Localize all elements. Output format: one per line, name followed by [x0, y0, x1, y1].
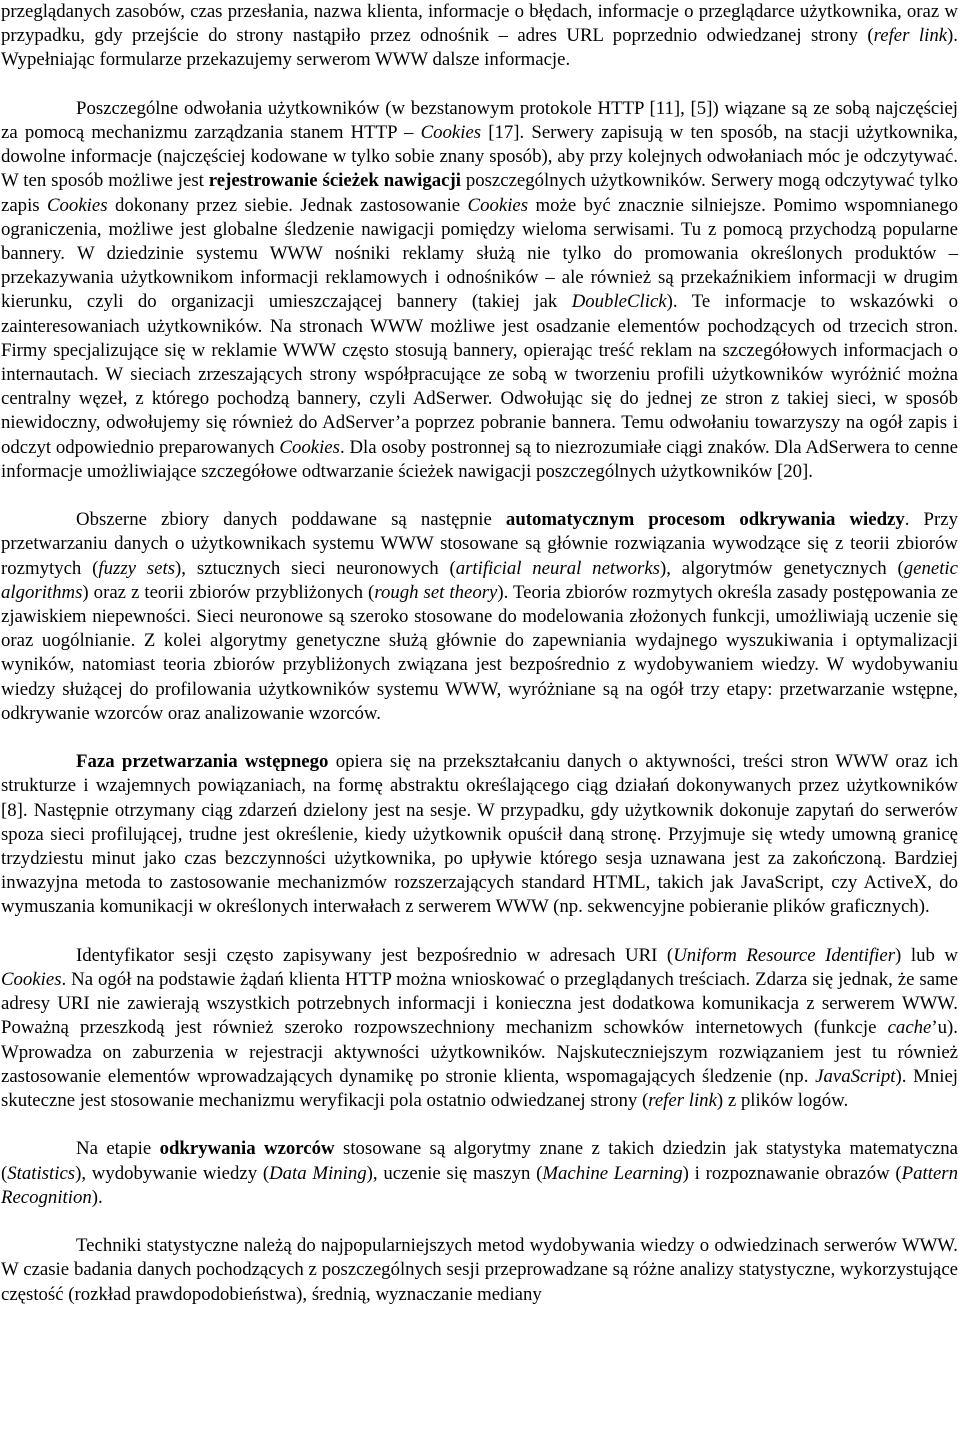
- text-run: ), sztucznych sieci neuronowych (: [175, 557, 456, 579]
- body-paragraph: [1, 97, 958, 484]
- text-run: . Przy przetwarzaniu danych o użytkownikach systemu WWW stosowane są głównie rozwiązania wywodzące się z teorii zbiorów rozmytych (: [1, 509, 958, 579]
- text-run: stosowane są algorytmy znane z takich dziedzin jak statystyka matematyczna (: [1, 1138, 958, 1184]
- bold-text: odkrywania wzorców: [159, 1138, 335, 1160]
- text-run: Poszczególne odwołania użytkowników (w bezstanowym protokole HTTP [11], [5]) wiązane są ze sobą najczęściej za pomocą mechanizmu zarządzania stanem HTTP –: [1, 97, 958, 143]
- italic-text: refer link: [648, 1090, 717, 1112]
- text-run: ).: [91, 1186, 103, 1208]
- text-run: ) oraz z teorii zbiorów przybliżonych (: [82, 581, 375, 603]
- italic-text: Uniform Resource Identifier: [673, 944, 896, 966]
- bold-text: Faza przetwarzania wstępnego: [76, 751, 329, 773]
- body-paragraph: [1, 750, 958, 919]
- text-run: ). Mniej skuteczne jest stosowanie mechanizmu weryfikacji pola ostatnio odwiedzanej strony (: [1, 1065, 958, 1112]
- italic-text: JavaScript: [815, 1065, 896, 1087]
- paragraph-spacer: [1, 726, 958, 750]
- text-run: Obszerne zbiory danych poddawane są następnie: [76, 509, 506, 531]
- text-run: ’u). Wprowadza on zaburzenia w rejestracji aktywności użytkowników. Najskuteczniejszym rozwiązaniem jest tu również zastosowanie elementów wprowadzających dynamikę po stronie klienta, wspomagających śledzenie (np.: [1, 1017, 958, 1087]
- bold-text: automatycznym procesom odkrywania wiedzy: [505, 509, 905, 531]
- italic-text: Cookies: [420, 122, 482, 143]
- text-run: poszczególnych użytkowników. Serwery mogą odczytywać tylko zapis: [1, 170, 958, 216]
- text-run: Identyfikator sesji często zapisywany jest bezpośrednio w adresach URI (: [76, 944, 674, 966]
- text-run: ). Teoria zbiorów rozmytych określa zasady postępowania ze zjawiskiem niepewności. Sieci neuronowe są szeroko stosowane do modelowania złożonych funkcji, umożliwiają uczenie się oraz uogólnianie. Z kolei algorytmy genetyczne służą głównie do zapewniania wydajnego wyszukiwania i optymalizacji wyników, natomiast teoria zbiorów przybliżonych związana jest bezpośrednio z wydobywaniem wiedzy. W wydobywaniu wiedzy służącej do profilowania użytkowników systemu WWW, wyróżniane są na ogół trzy etapy: przetwarzanie wstępne, odkrywanie wzorców oraz analizowanie wzorców.: [1, 581, 958, 724]
- text-run: przeglądanych zasobów, czas przesłania, nazwa klienta, informacje o błędach, informacje o przeglądarce użytkownika, oraz w przypadku, gdy przejście do strony nastąpiło przez odnośnik – adres URL poprzednio odwiedzanej strony (: [1, 1, 958, 47]
- body-paragraph: [1, 508, 958, 726]
- body-paragraph: [1, 1137, 958, 1210]
- italic-text: rough set theory: [374, 581, 498, 603]
- italic-text: Statistics: [7, 1162, 76, 1184]
- paragraph-spacer: [1, 1210, 958, 1234]
- italic-text: refer link: [873, 25, 948, 47]
- italic-text: fuzzy sets: [98, 557, 176, 579]
- text-run: ). Wypełniając formularze przekazujemy serwerom WWW dalsze informacje.: [1, 25, 958, 71]
- body-paragraph: [1, 944, 958, 1113]
- text-run: . Dla osoby postronnej są to niezrozumiałe ciągi znaków. Dla AdSerwera to cenne informacje umożliwiające szczegółowe odtwarzanie ścieżek nawigacji poszczególnych użytkowników [20].: [1, 436, 958, 482]
- italic-text: Pattern Recognition: [1, 1162, 958, 1208]
- text-run: ), wydobywanie wiedzy (: [75, 1162, 270, 1184]
- text-run: Na etapie: [76, 1138, 160, 1160]
- text-run: ) i rozpoznawanie obrazów (: [682, 1162, 902, 1184]
- text-run: ), algorytmów genetycznych (: [660, 557, 904, 579]
- italic-text: Cookies: [47, 194, 108, 216]
- text-run: . Na ogół na podstawie żądań klienta HTTP można wnioskować o przeglądanych treściach. Zdarza się jednak, że same adresy URI nie zawierają wszystkich potrzebnych informacji i konieczna jest dodatkowa komunikacja z serwerem WWW. Poważną przeszkodą jest również szeroko rozpowszechniony mechanizm schowków internetowych (funkcje: [1, 969, 958, 1039]
- text-run: Techniki statystyczne należą do najpopularniejszych metod wydobywania wiedzy o odwiedzinach serwerów WWW. W czasie badania danych pochodzących z poszczególnych sesji przeprowadzane są różne analizy statystyczne, wykorzystujące częstość (rozkład prawdopodobieństwa), średnią, wyznaczanie mediany: [1, 1235, 958, 1305]
- text-run: ) z plików logów.: [716, 1090, 849, 1112]
- text-run: ) lub w: [895, 944, 958, 966]
- text-run: może być znacznie silniejsze. Pomimo wspomnianego ograniczenia, możliwe jest globalne śledzenie nawigacji pomiędzy wieloma serwisami. Tu z pomocą przychodzą popularne bannery. W dziedzinie systemu WWW nośniki reklamy służą nie tylko do promowania określonych produktów – przekazywania użytkownikom informacji reklamowych i odnośników – ale również są przekaźnikiem informacji w drugim kierunku, czyli do organizacji umieszczającej bannery (takiej jak: [1, 194, 958, 313]
- paragraph-spacer: [1, 73, 958, 97]
- body-paragraph: [1, 1234, 958, 1307]
- italic-text: Cookies: [467, 194, 529, 216]
- italic-text: artificial neural networks: [455, 557, 660, 579]
- italic-text: DoubleClick: [571, 291, 667, 313]
- italic-text: genetic algorithms: [1, 557, 958, 603]
- text-run: dokonany przez siebie. Jednak zastosowanie: [107, 194, 468, 216]
- paragraph-spacer: [1, 920, 958, 944]
- text-run: ). Te informacje to wskazówki o zainteresowaniach użytkowników. Na stronach WWW możliwe jest osadzanie elementów pochodzących od trzecich stron. Firmy specjalizujące się w reklamie WWW często stosują bannery, opierając treść reklam na szczegółowych informacjach o internautach. W sieciach zrzeszających strony współpracujące ze sobą w tworzeniu profili użytkowników wyróżnić można centralny węzeł, z którego pochodzą bannery, czyli AdSerwer. Odwołując się do jednej ze stron z takiej sieci, w sposób niewidoczny, odwołujemy się również do AdServer’a poprzez pobranie bannera. Temu odwołaniu towarzyszy na ogół zapis i odczyt odpowiednio preparowanych: [1, 291, 958, 458]
- text-run: opiera się na przekształcaniu danych o aktywności, treści stron WWW oraz ich strukturze i wzajemnych powiązaniach, na formę abstraktu określającego ciąg działań dokonywanych przez użytkowników [8]. Następnie otrzymany ciąg zdarzeń dzielony jest na sesje. W przypadku, gdy użytkownik dokonuje zapytań do serwerów spoza sieci profilującej, trudne jest określenie, kiedy użytkownik opuścił daną stronę. Przyjmuje się wtedy umowną granicę trzydziestu minut jako czas bezczynności użytkownika, po upływie którego sesja uznawana jest za zakończoną. Bardziej inwazyjna metoda to zastosowanie mechanizmów rozszerzających standard HTML, takich jak JavaScript, czy ActiveX, do wymuszania komunikacji w określonych interwałach z serwerem WWW (np. sekwencyjne pobieranie plików graficznych).: [1, 751, 959, 918]
- italic-text: Cookies: [1, 969, 62, 991]
- italic-text: cache: [887, 1017, 932, 1039]
- italic-text: Machine Learning: [542, 1162, 683, 1184]
- text-run: [17]. Serwery zapisują w ten sposób, na stacji użytkownika, dowolne informacje (najczęściej kodowane w tylko sobie znany sposób), aby przy kolejnych odwołaniach móc je odczytywać. W ten sposób możliwe jest: [1, 122, 958, 192]
- text-run: ), uczenie się maszyn (: [366, 1162, 543, 1184]
- paragraph-spacer: [1, 484, 958, 508]
- body-paragraph: [1, 0, 958, 73]
- bold-text: rejestrowanie ścieżek nawigacji: [208, 170, 461, 192]
- paragraph-spacer: [1, 1113, 958, 1137]
- italic-text: Cookies: [279, 436, 340, 458]
- italic-text: Data Mining: [269, 1162, 367, 1184]
